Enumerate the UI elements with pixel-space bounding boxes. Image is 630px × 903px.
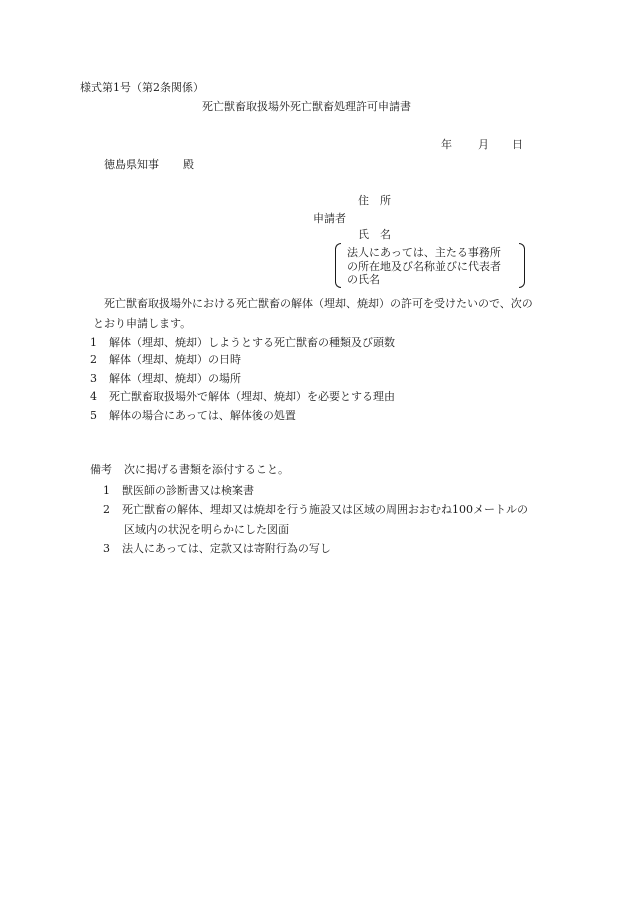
addressee-name: 徳島県知事 [104, 158, 159, 171]
list-item-number: 1 [90, 336, 97, 349]
corporate-note-line: 法人にあっては、主たる事務所 [347, 246, 501, 259]
remarks-intro: 次に掲げる書類を添付すること。 [124, 463, 289, 476]
list-item-text: 解体（埋却、焼却）しようとする死亡獣畜の種類及び頭数 [109, 336, 395, 349]
addressee-honorific: 殿 [183, 158, 194, 171]
left-bracket [335, 243, 341, 288]
remarks-item-3 [103, 543, 331, 554]
intro-line-1: 死亡獣畜取扱場外における死亡獣畜の解体（埋却、焼却）の許可を受けたいので、次の [104, 297, 533, 310]
corporate-note-box [335, 243, 525, 288]
remarks-item-2-continuation [124, 524, 289, 535]
list-item-number: 3 [90, 372, 97, 385]
remarks-item-1 [103, 485, 254, 496]
list-item-text: 解体の場合にあっては、解体後の処置 [109, 409, 296, 422]
right-bracket [519, 243, 525, 288]
list-item-2 [90, 354, 241, 365]
date-month-label: 月 [478, 138, 489, 151]
list-item-number: 2 [90, 353, 97, 366]
name-label: 氏 名 [358, 228, 391, 241]
list-item-1 [90, 337, 395, 348]
remarks-item-2 [103, 504, 528, 515]
remarks-item-number: 2 [103, 503, 110, 516]
list-item-number: 4 [90, 390, 97, 403]
intro-line-2: とおり申請します。 [93, 317, 192, 330]
corporate-note-line: の氏名 [347, 273, 380, 286]
remarks-label: 備考 [90, 463, 112, 476]
list-item-4 [90, 391, 395, 402]
list-item-number: 5 [90, 409, 97, 422]
corporate-note [347, 246, 501, 287]
remarks-item-text: 死亡獣畜の解体、埋却又は焼却を行う施設又は区域の周囲おおむね100メートルの [122, 503, 528, 516]
remarks-item-text: 法人にあっては、定款又は寄附行為の写し [122, 542, 331, 555]
document-title: 死亡獣畜取扱場外死亡獣畜処理許可申請書 [202, 100, 411, 113]
remarks-item-number: 3 [103, 542, 110, 555]
applicant-label: 申請者 [313, 212, 346, 225]
remarks-item-text: 区域内の状況を明らかにした図面 [124, 523, 289, 536]
corporate-note-line: の所在地及び名称並びに代表者 [347, 259, 501, 273]
date-day-label: 日 [512, 138, 523, 151]
address-label: 住 所 [358, 194, 391, 207]
list-item-text: 解体（埋却、焼却）の日時 [109, 353, 241, 366]
date-year-label: 年 [441, 138, 452, 151]
remarks-header [90, 464, 289, 475]
list-item-5 [90, 410, 296, 421]
remarks-item-number: 1 [103, 484, 110, 497]
form-number: 様式第1号（第2条関係） [80, 81, 204, 94]
list-item-3 [90, 373, 241, 384]
list-item-text: 解体（埋却、焼却）の場所 [109, 372, 241, 385]
list-item-text: 死亡獣畜取扱場外で解体（埋却、焼却）を必要とする理由 [109, 390, 395, 403]
remarks-item-text: 獣医師の診断書又は検案書 [122, 484, 254, 497]
